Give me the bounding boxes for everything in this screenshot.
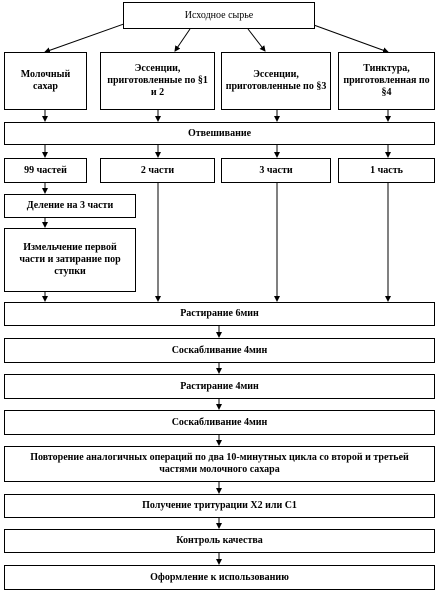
rub-4-box: Растирание 4мин <box>4 374 435 399</box>
weighing-box: Отвешивание <box>4 122 435 145</box>
parts-2-box: 2 части <box>100 158 215 183</box>
repeat-cycles-box: Повторение аналогичных операций по два 10-минутных цикла со второй и третьей частями молочного сахара <box>4 446 435 482</box>
obtain-trituration-box: Получение тритурации Х2 или С1 <box>4 494 435 518</box>
parts-1-box: 1 часть <box>338 158 435 183</box>
rub-6-box: Растирание 6мин <box>4 302 435 326</box>
prepare-use-box: Оформление к использованию <box>4 565 435 590</box>
quality-control-box: Контроль качества <box>4 529 435 553</box>
arrow-to-milk-sugar <box>45 20 135 52</box>
milk-sugar-box: Молочный сахар <box>4 52 87 110</box>
divide-3-box: Деление на 3 части <box>4 194 136 218</box>
scrape-4-box-a: Соскабливание 4мин <box>4 338 435 363</box>
parts-99-box: 99 частей <box>4 158 87 183</box>
raw-material-box: Исходное сырье <box>123 2 315 29</box>
grind-first-box: Измельчение первой части и затирание пор ступки <box>4 228 136 292</box>
parts-3-box: 3 части <box>221 158 331 183</box>
arrow-to-essence-3 <box>248 29 265 51</box>
tincture-4-box: Тинктура, приготовленная по §4 <box>338 52 435 110</box>
scrape-4-box-b: Соскабливание 4мин <box>4 410 435 435</box>
arrow-to-essence-1-2 <box>175 29 190 51</box>
essence-1-2-box: Эссенции, приготовленные по §1 и 2 <box>100 52 215 110</box>
essence-3-box: Эссенции, приготовленные по §3 <box>221 52 331 110</box>
